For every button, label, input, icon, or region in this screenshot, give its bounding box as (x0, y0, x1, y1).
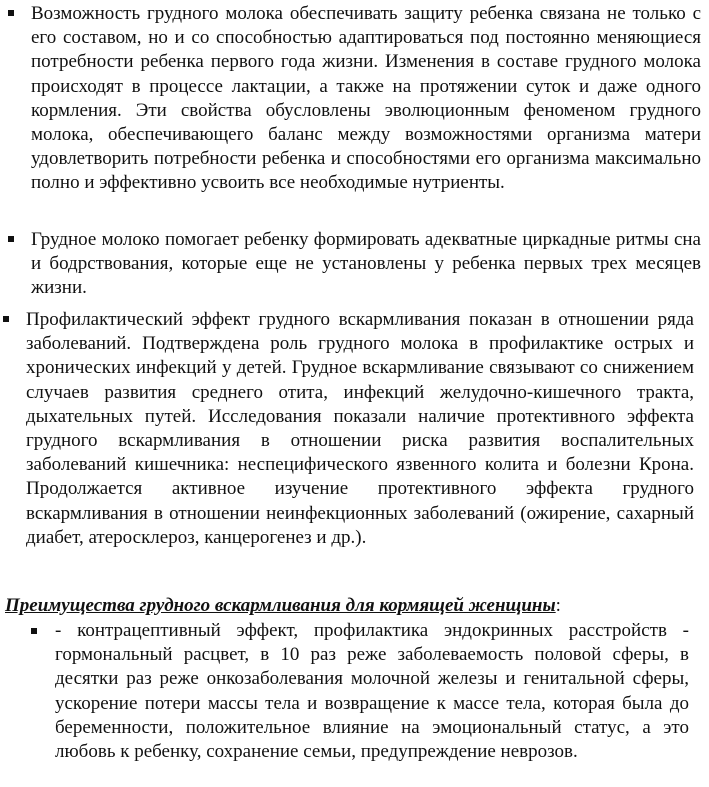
paragraph-mother-benefits: - контрацептивный эффект, профилактика эндокринных расстройств - гормональный расцвет, в 10 раз реже заболеваемость половой сферы, в десятки раз реже онкозаболевания молочной железы и генитальной сферы, ускорение потери массы тела и возвращение к массе тела, которая была до беременности, положительное влияние на эмоциональный статус, а это любовь к ребенку, сохранение семьи, предупреждение неврозов. (55, 620, 689, 763)
bullet-marker (3, 316, 9, 322)
paragraph-adaptive-protection: Возможность грудного молока обеспечивать защиту ребенка связана не только с его составом, но и со способностью адаптироваться под постоянно меняющиеся потребности ребенка первого года жизни. Изменения в составе грудного молока происходят в процессе лактации, а также на протяжении суток и даже одного кормления. Эти свойства обусловлены эволюционным феноменом грудного молока, обеспечивающего баланс между возможностями организма матери удовлетворить потребности ребенка и способностями его организма максимально полно и эффективно усвоить все необходимые нутриенты. (31, 3, 701, 194)
bullet-marker (8, 236, 14, 242)
section-heading (5, 594, 561, 618)
bullet-marker (31, 628, 37, 634)
section-colon: : (555, 595, 561, 616)
bullet-marker (8, 10, 14, 16)
section-title: Преимущества грудного вскармливания для кормящей женщины (5, 595, 556, 616)
paragraph-prophylactic-effect: Профилактический эффект грудного вскармливания показан в отношении ряда заболеваний. Подтверждена роль грудного молока в профилактике острых и хронических инфекций у детей. Грудное вскармливание связывают со снижением случаев развития среднего отита, инфекций желудочно-кишечного тракта, дыхательных путей. Исследования показали наличие протективного эффекта грудного вскармливания в отношении риска развития воспалительных заболеваний кишечника: неспецифического язвенного колита и болезни Крона. Продолжается активное изучение протективного эффекта грудного вскармливания в отношении неинфекционных заболеваний (ожирение, сахарный диабет, атеросклероз, канцерогенез и др.). (26, 309, 694, 548)
paragraph-circadian-rhythms: Грудное молоко помогает ребенку формировать адекватные циркадные ритмы сна и бодрствования, которые еще не установлены у ребенка первых трех месяцев жизни. (31, 229, 701, 299)
